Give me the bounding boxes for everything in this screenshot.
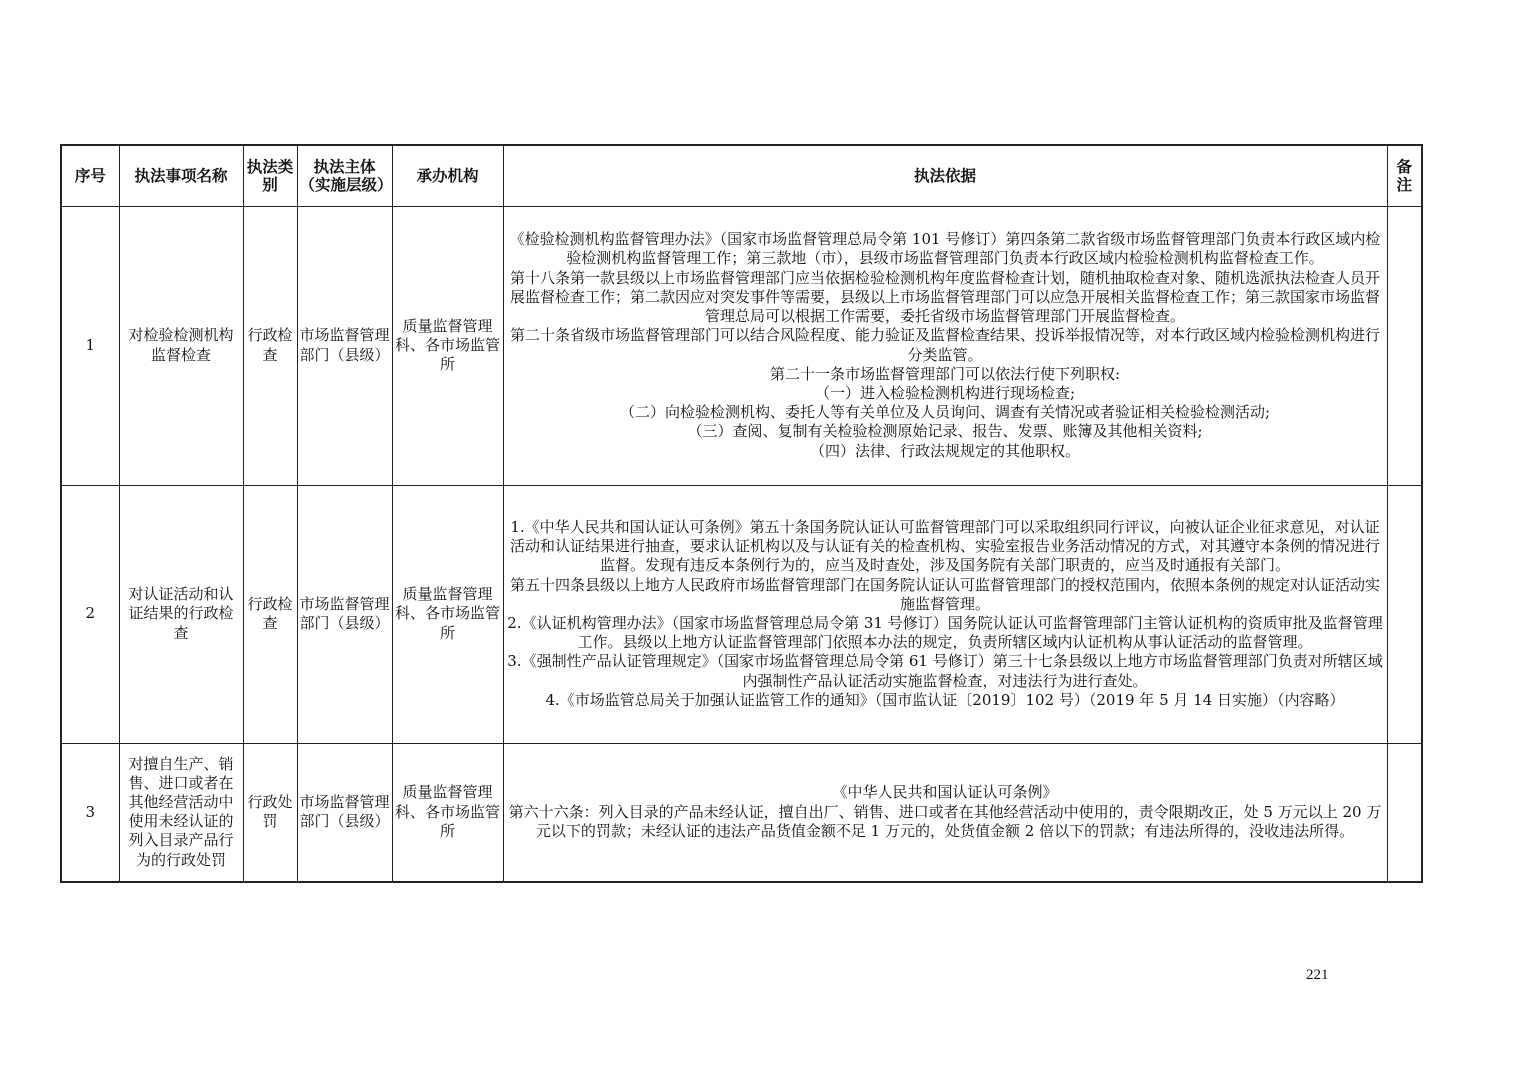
basis-paragraph: 第六十六条：列入目录的产品未经认证，擅自出厂、销售、进口或者在其他经营活动中使用的，责令限期改正，处 5 万元以上 20 万元以下的罚款；未经认证的违法产品货值金额不足 1 万元的，处货值金额 2 倍以下的罚款；有违法所得的，没收违法所得。: [508, 802, 1382, 840]
cell-category: 行政处罚: [243, 743, 297, 882]
basis-paragraph: （二）向检验检测机构、委托人等有关单位及人员询问、调查有关情况或者验证相关检验检测活动;: [619, 403, 1271, 422]
table-header-row: [61, 145, 1422, 206]
basis-paragraph: 第二十一条市场监督管理部门可以依法行使下列职权:: [769, 364, 1121, 383]
cell-note: [1387, 206, 1422, 485]
cell-agency: 质量监督管理科、各市场监管所: [392, 485, 503, 743]
basis-paragraph: 第五十四条县级以上地方人民政府市场监督管理部门在国务院认证认可监督管理部门的授权范围内，依照本条例的规定对认证活动实施监督管理。: [509, 575, 1380, 613]
enforcement-table: [60, 144, 1423, 883]
header-agency: 承办机构: [392, 145, 503, 206]
cell-item: 对认证活动和认证结果的行政检查: [119, 485, 243, 743]
cell-note: [1387, 485, 1422, 743]
basis-paragraph: （四）法律、行政法规规定的其他职权。: [809, 441, 1080, 460]
cell-seq: 2: [61, 485, 119, 743]
basis-paragraph: 《中华人民共和国认证认可条例》: [832, 783, 1058, 802]
cell-item: 对检验检测机构监督检查: [119, 206, 243, 485]
header-item: 执法事项名称: [119, 145, 243, 206]
cell-note: [1387, 743, 1422, 882]
basis-paragraph: 1.《中华人民共和国认证认可条例》第五十条国务院认证认可监督管理部门可以采取组织同行评议，向被认证企业征求意见，对认证活动和认证结果进行抽查，要求认证机构以及与认证有关的检查机构、实验室报告业务活动情况的方式，对其遵守本条例的情况进行监督。发现有违反本条例行为的，应当及时查处，涉及国务院有关部门职责的，应当及时通报有关部门。: [509, 517, 1380, 575]
cell-category: 行政检查: [243, 206, 297, 485]
table-row: [61, 743, 1422, 882]
table-row: [61, 206, 1422, 485]
cell-basis: [503, 743, 1387, 882]
basis-paragraph: 3.《强制性产品认证管理规定》（国家市场监督管理总局令第 61 号修订）第三十七条县级以上地方市场监督管理部门负责对所辖区域内强制性产品认证活动实施监督检查，对违法行为进行查处。: [507, 652, 1383, 690]
basis-paragraph: 第二十条省级市场监督管理部门可以结合风险程度、能力验证及监督检查结果、投诉举报情况等，对本行政区域内检验检测机构进行分类监管。: [509, 326, 1380, 364]
cell-category: 行政检查: [243, 485, 297, 743]
header-seq: 序号: [61, 145, 119, 206]
basis-paragraph: 4.《市场监管总局关于加强认证监管工作的通知》（国市监认证〔2019〕102 号）（2019 年 5 月 14 日实施）（内容略）: [545, 690, 1345, 709]
cell-subject: 市场监督管理部门（县级）: [297, 206, 392, 485]
table-row: [61, 485, 1422, 743]
page-number: 221: [1306, 967, 1329, 983]
header-note: 备注: [1387, 145, 1422, 206]
cell-agency: 质量监督管理科、各市场监管所: [392, 743, 503, 882]
basis-paragraph: （三）查阅、复制有关检验检测原始记录、报告、发票、账簿及其他相关资料;: [687, 422, 1203, 441]
basis-paragraph: 《检验检测机构监督管理办法》（国家市场监督管理总局令第 101 号修订）第四条第二款省级市场监督管理部门负责本行政区域内检验检测机构监督管理工作；第三款地（市），县级市场监督管理部门负责本行政区域内检验检测机构监督检查工作。: [509, 230, 1381, 268]
cell-agency: 质量监督管理科、各市场监管所: [392, 206, 503, 485]
header-category: 执法类别: [243, 145, 297, 206]
cell-subject: 市场监督管理部门（县级）: [297, 743, 392, 882]
cell-item: 对擅自生产、销售、进口或者在其他经营活动中使用未经认证的列入目录产品行为的行政处罚: [119, 743, 243, 882]
cell-seq: 3: [61, 743, 119, 882]
basis-paragraph: 第十八条第一款县级以上市场监督管理部门应当依据检验检测机构年度监督检查计划，随机抽取检查对象、随机选派执法检查人员开展监督检查工作；第二款因应对突发事件等需要，县级以上市场监督管理部门可以应急开展相关监督检查工作；第三款国家市场监督管理总局可以根据工作需要，委托省级市场监督管理部门开展监督检查。: [509, 268, 1380, 326]
cell-seq: 1: [61, 206, 119, 485]
header-subject: 执法主体（实施层级）: [297, 145, 392, 206]
basis-paragraph: （一）进入检验检测机构进行现场检查;: [814, 383, 1076, 402]
cell-subject: 市场监督管理部门（县级）: [297, 485, 392, 743]
basis-paragraph: 2.《认证机构管理办法》（国家市场监督管理总局令第 31 号修订）国务院认证认可监督管理部门主管认证机构的资质审批及监督管理工作。县级以上地方认证监督管理部门依照本办法的规定，负责所辖区域内认证机构从事认证活动的监督管理。: [507, 614, 1383, 652]
header-basis: 执法依据: [503, 145, 1387, 206]
cell-basis: [503, 206, 1387, 485]
cell-basis: [503, 485, 1387, 743]
